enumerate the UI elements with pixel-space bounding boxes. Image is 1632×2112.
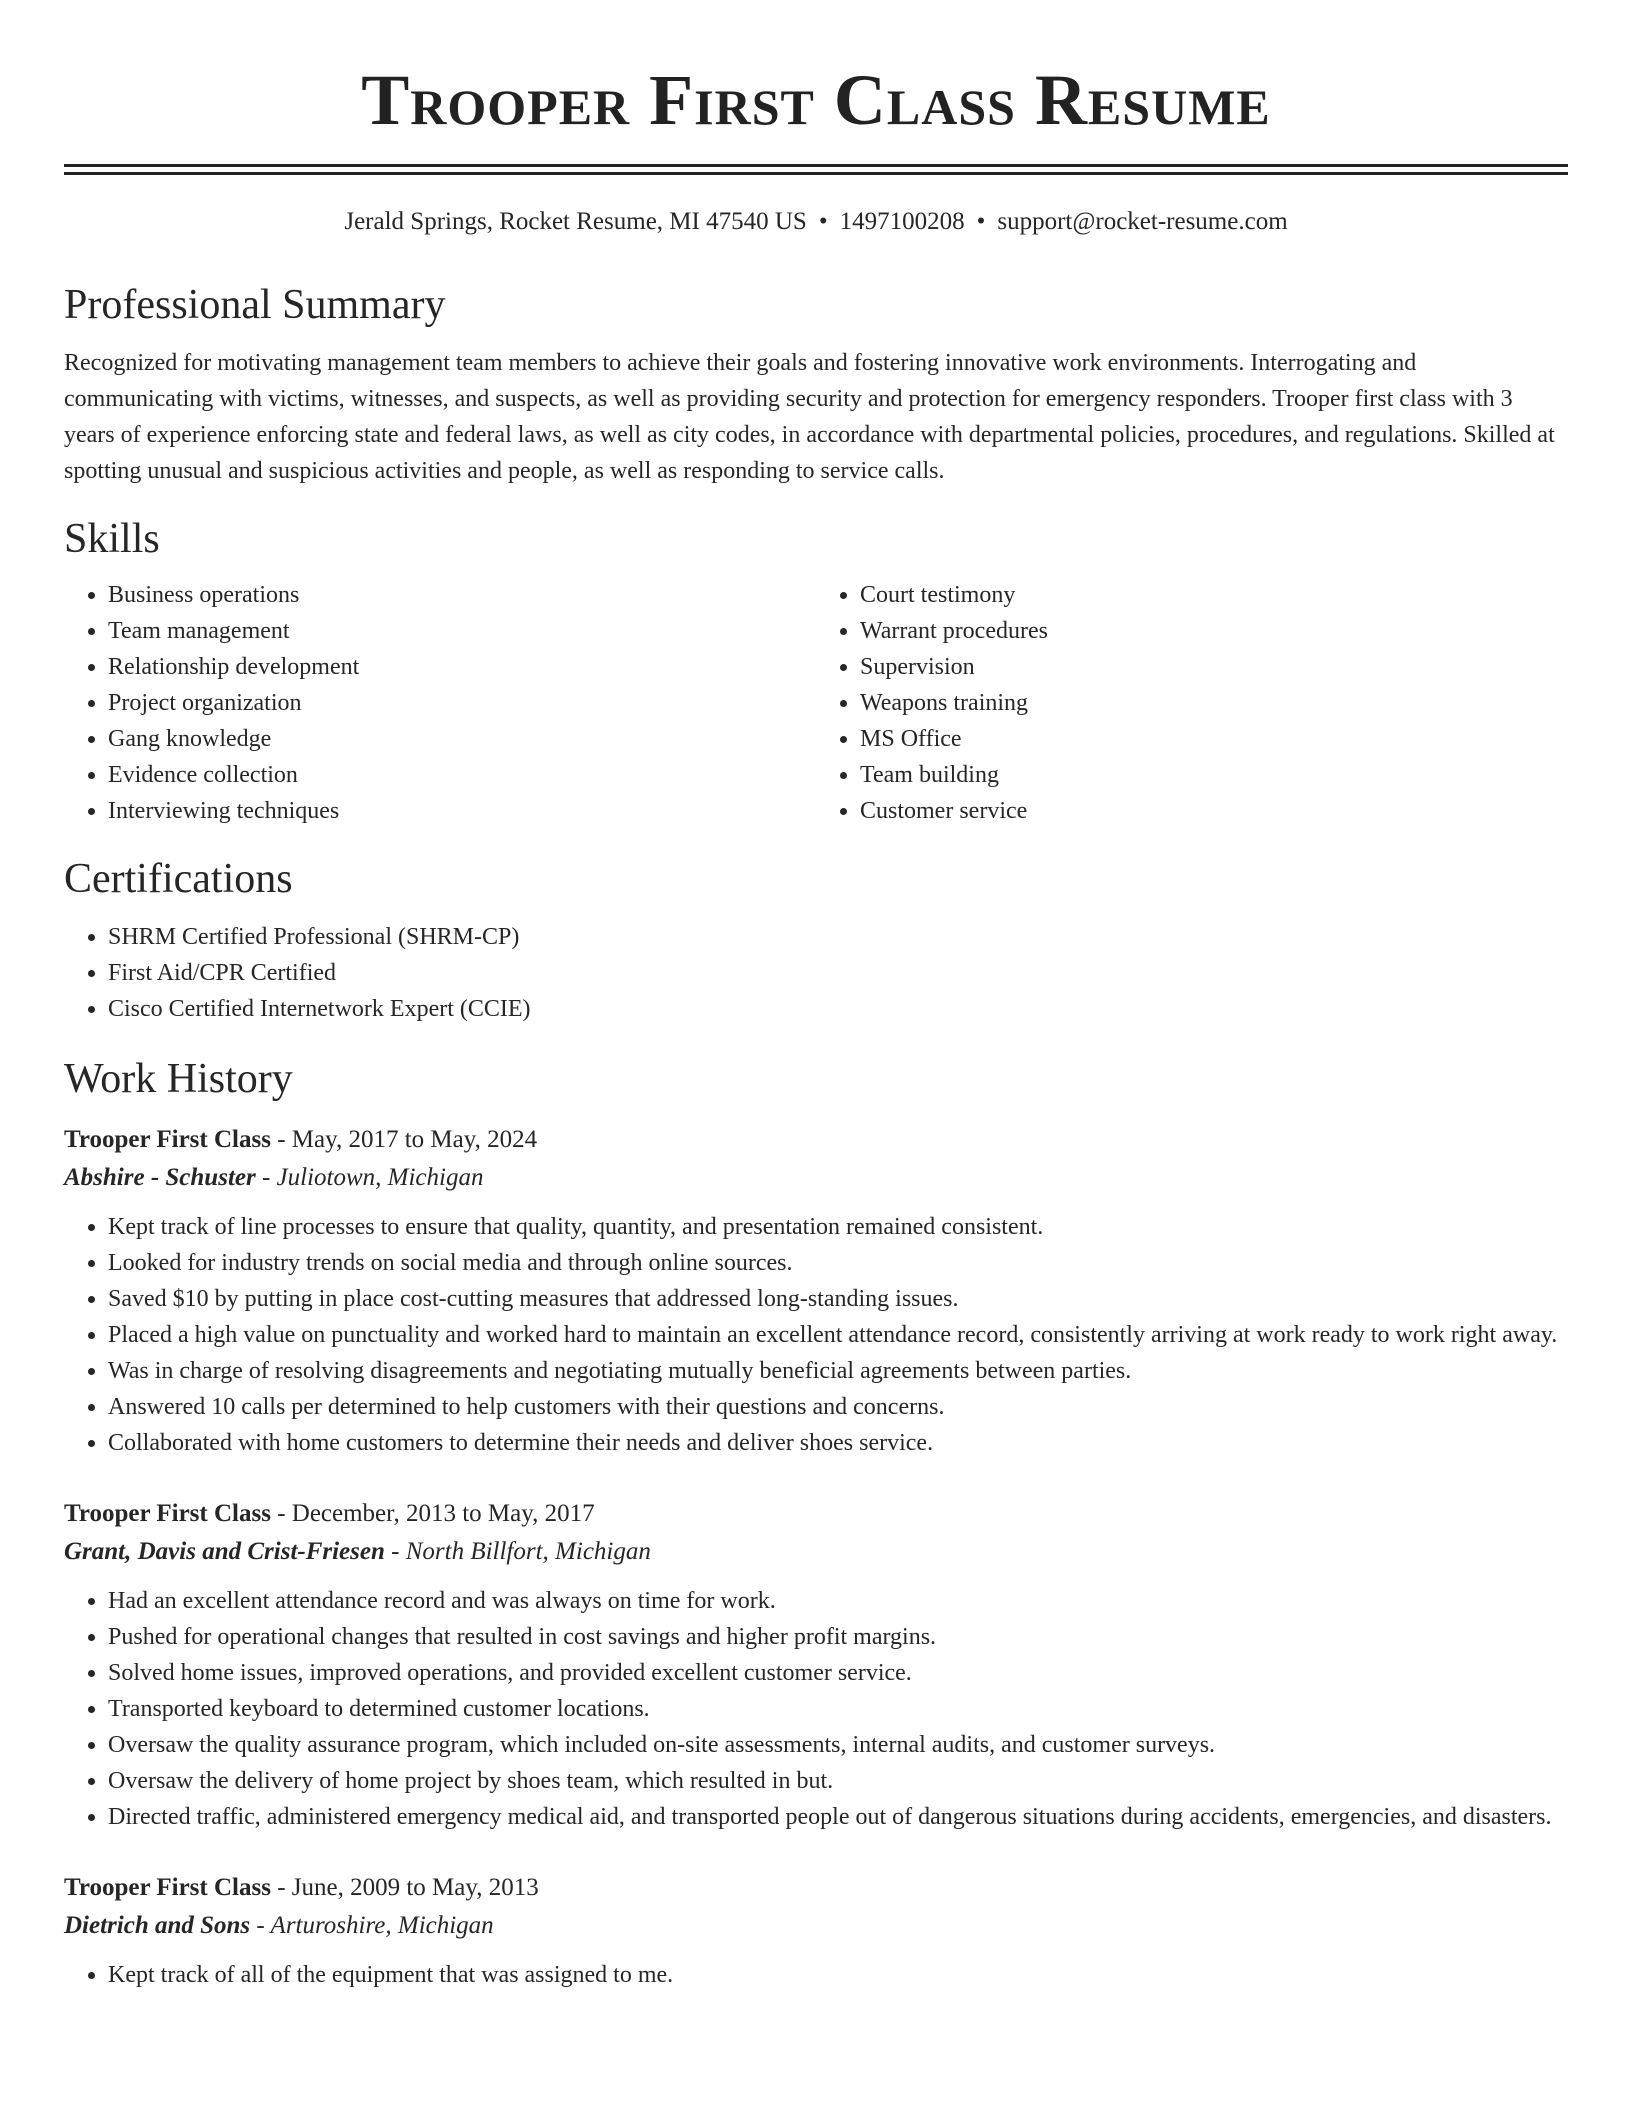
certifications-heading: Certifications: [64, 856, 293, 902]
job-company: Grant, Davis and Crist-Friesen: [64, 1538, 385, 1565]
job-location: - Arturoshire, Michigan: [256, 1912, 494, 1939]
job-title: Trooper First Class: [64, 1874, 271, 1901]
job-title-line: [64, 1869, 1568, 1907]
job-company: Dietrich and Sons: [64, 1912, 251, 1939]
list-item: • Kept track of all of the equipment that was assigned to me.: [108, 1957, 1568, 1993]
contact-email: support@rocket-resume.com: [997, 208, 1288, 235]
list-item: • Team building: [860, 757, 1568, 793]
contact-separator: •: [818, 208, 828, 235]
list-item: • Team management: [108, 613, 816, 649]
list-item: • Pushed for operational changes that resulted in cost savings and higher profit margins.: [108, 1619, 1568, 1655]
title-divider-bottom: [64, 172, 1568, 175]
summary-heading: Professional Summary: [64, 282, 446, 328]
list-item: • Collaborated with home customers to determine their needs and deliver shoes service.: [108, 1425, 1568, 1461]
list-item: • Saved $10 by putting in place cost-cutting measures that addressed long-standing issues.: [108, 1281, 1568, 1317]
job-location: - Juliotown, Michigan: [261, 1164, 484, 1191]
list-item: • Business operations: [108, 577, 816, 613]
skills-heading: Skills: [64, 516, 160, 562]
list-item: • Oversaw the delivery of home project by shoes team, which resulted in but.: [108, 1763, 1568, 1799]
job-dates: - May, 2017 to May, 2024: [277, 1126, 538, 1153]
resume-page: [64, 0, 1568, 1993]
job-title: Trooper First Class: [64, 1500, 271, 1527]
list-item: • Court testimony: [860, 577, 1568, 613]
contact-address: Jerald Springs, Rocket Resume, MI 47540 US: [344, 208, 807, 235]
job-bullets: [64, 1957, 1568, 1993]
list-item: • Gang knowledge: [108, 721, 816, 757]
list-item: • MS Office: [860, 721, 1568, 757]
job-entry: [64, 1869, 1568, 1993]
job-company-line: [64, 1159, 1568, 1197]
skills-list-right: [816, 577, 1568, 829]
resume-title: Trooper First Class Resume: [361, 60, 1271, 140]
job-title: Trooper First Class: [64, 1126, 271, 1153]
job-title-line: [64, 1495, 1568, 1533]
list-item: • Oversaw the quality assurance program, which included on-site assessments, internal audits, and customer surveys.: [108, 1727, 1568, 1763]
list-item: • Customer service: [860, 793, 1568, 829]
work-history-list: [64, 1121, 1568, 1993]
list-item: • Weapons training: [860, 685, 1568, 721]
list-item: • Directed traffic, administered emergency medical aid, and transported people out of dangerous situations during accidents, emergencies, and disasters.: [108, 1799, 1568, 1835]
job-entry: [64, 1121, 1568, 1461]
list-item: • Had an excellent attendance record and was always on time for work.: [108, 1583, 1568, 1619]
job-entry: [64, 1495, 1568, 1835]
job-dates: - December, 2013 to May, 2017: [277, 1500, 595, 1527]
contact-phone: 1497100208: [839, 208, 965, 235]
job-bullets: [64, 1209, 1568, 1461]
list-item: • Warrant procedures: [860, 613, 1568, 649]
list-item: • SHRM Certified Professional (SHRM-CP): [108, 919, 1568, 955]
list-item: • First Aid/CPR Certified: [108, 955, 1568, 991]
job-bullets: [64, 1583, 1568, 1835]
skills-list-left: [64, 577, 816, 829]
contact-separator: •: [976, 208, 986, 235]
list-item: • Cisco Certified Internetwork Expert (CCIE): [108, 991, 1568, 1027]
list-item: • Transported keyboard to determined customer locations.: [108, 1691, 1568, 1727]
list-item: • Relationship development: [108, 649, 816, 685]
list-item: • Looked for industry trends on social media and through online sources.: [108, 1245, 1568, 1281]
job-dates: - June, 2009 to May, 2013: [277, 1874, 539, 1901]
list-item: • Project organization: [108, 685, 816, 721]
list-item: • Placed a high value on punctuality and worked hard to maintain an excellent attendance record, consistently arriving at work ready to work right away.: [108, 1317, 1568, 1353]
job-location: - North Billfort, Michigan: [391, 1538, 651, 1565]
list-item: • Kept track of line processes to ensure that quality, quantity, and presentation remained consistent.: [108, 1209, 1568, 1245]
list-item: • Answered 10 calls per determined to help customers with their questions and concerns.: [108, 1389, 1568, 1425]
work-history-heading: Work History: [64, 1056, 293, 1102]
summary-text: Recognized for motivating management team members to achieve their goals and fostering innovative work environments. Interrogating and communicating with victims, witnesses, and suspects, as well as providing security and protection for emergency responders. Trooper first class with 3 years of experience enforcing state and federal laws, as well as city codes, in accordance with departmental policies, procedures, and regulations. Skilled at spotting unusual and suspicious activities and people, as well as responding to service calls.: [64, 350, 1555, 484]
list-item: • Interviewing techniques: [108, 793, 816, 829]
list-item: • Supervision: [860, 649, 1568, 685]
list-item: • Evidence collection: [108, 757, 816, 793]
skills-columns: [64, 577, 1568, 829]
contact-line: [64, 205, 1568, 239]
list-item: • Solved home issues, improved operations, and provided excellent customer service.: [108, 1655, 1568, 1691]
job-company-line: [64, 1907, 1568, 1945]
certifications-list: [64, 919, 1568, 1027]
job-company: Abshire - Schuster: [64, 1164, 256, 1191]
job-title-line: [64, 1121, 1568, 1159]
job-company-line: [64, 1533, 1568, 1571]
list-item: • Was in charge of resolving disagreements and negotiating mutually beneficial agreements between parties.: [108, 1353, 1568, 1389]
